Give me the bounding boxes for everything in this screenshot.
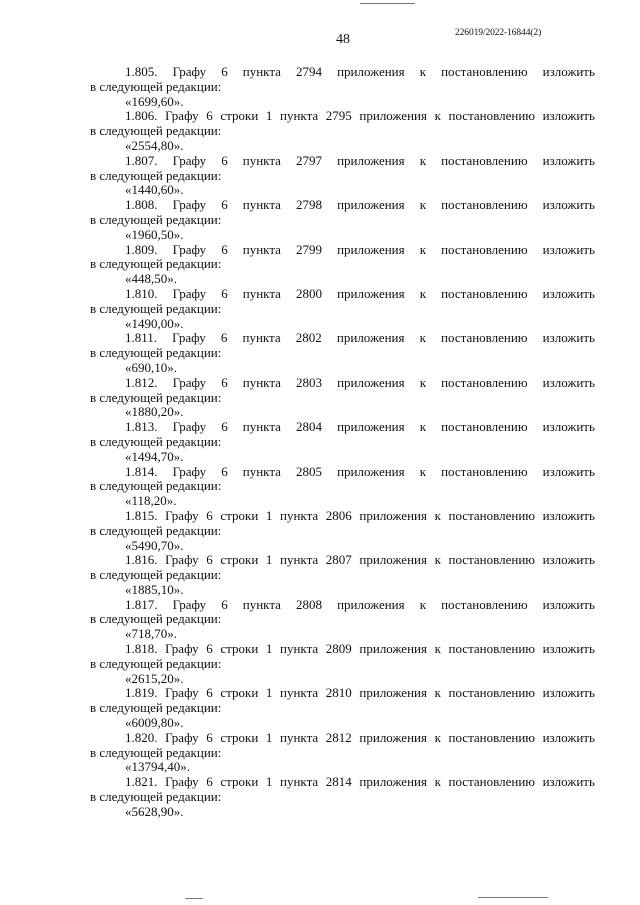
instruction-word: Графу: [165, 729, 199, 745]
instruction-word: Графу: [165, 685, 199, 701]
instruction-word: 2805: [296, 463, 322, 479]
amendment-item: [90, 465, 595, 509]
instruction-word: постановлению: [441, 197, 528, 213]
amendment-item: [90, 376, 595, 420]
instruction-word: пункта: [280, 641, 319, 657]
scan-artifact-bottom-right: [478, 897, 548, 898]
amendment-continuation: в следующей редакции:: [90, 744, 222, 760]
amendment-continuation: в следующей редакции:: [90, 700, 222, 716]
amendment-instruction: [90, 731, 595, 746]
instruction-word: 2807: [325, 552, 352, 568]
scan-artifact-bottom-left: [185, 898, 203, 899]
amendment-item: [90, 331, 595, 375]
instruction-word: 1.809.: [125, 241, 158, 257]
amendment-instruction: [90, 465, 595, 480]
instruction-word: 1.819.: [125, 685, 158, 701]
instruction-word: изложить: [542, 241, 595, 257]
instruction-word: приложения: [359, 685, 427, 701]
instruction-word: приложения: [337, 64, 405, 79]
amendment-new-value: «1885,10».: [125, 581, 184, 597]
amendment-item: [90, 598, 595, 642]
instruction-word: постановлению: [448, 774, 535, 790]
instruction-word: постановлению: [441, 152, 528, 168]
instruction-word: постановлению: [448, 108, 535, 124]
instruction-word: 1.811.: [125, 330, 158, 346]
amendment-item: [90, 509, 595, 553]
instruction-word: к: [434, 552, 441, 568]
instruction-word: пункта: [242, 374, 281, 390]
amendment-item: [90, 642, 595, 686]
amendment-item: [90, 420, 595, 464]
instruction-word: пункта: [242, 152, 281, 168]
amendment-new-value: «5490,70».: [125, 537, 184, 553]
instruction-word: 1.808.: [125, 197, 158, 213]
instruction-word: к: [419, 596, 427, 612]
instruction-word: 1: [265, 552, 273, 568]
instruction-word: 6: [206, 774, 213, 790]
amendment-instruction: [90, 243, 595, 258]
amendment-item: [90, 553, 595, 597]
instruction-word: постановлению: [441, 463, 528, 479]
instruction-word: к: [419, 419, 427, 435]
amendment-new-value: «1960,50».: [125, 226, 184, 242]
instruction-word: Графу: [165, 552, 199, 568]
instruction-word: постановлению: [441, 241, 528, 257]
instruction-word: 6: [206, 685, 213, 701]
amendment-instruction: [90, 198, 595, 213]
amendment-new-value: «1490,00».: [125, 315, 184, 331]
instruction-word: пункта: [242, 285, 281, 301]
amendment-continuation: в следующей редакции:: [90, 478, 222, 494]
amendment-item: [90, 154, 595, 198]
instruction-word: 1.805.: [125, 64, 158, 79]
instruction-word: изложить: [542, 152, 595, 168]
instruction-word: постановлению: [448, 552, 535, 568]
instruction-word: приложения: [337, 596, 405, 612]
instruction-word: к: [434, 685, 441, 701]
instruction-word: изложить: [542, 774, 595, 790]
instruction-word: постановлению: [448, 507, 535, 523]
amendment-instruction: [90, 598, 595, 613]
instruction-word: 6: [221, 596, 228, 612]
instruction-word: строки: [220, 685, 259, 701]
instruction-word: 1: [265, 774, 273, 790]
instruction-word: 2794: [296, 64, 322, 79]
instruction-word: 6: [221, 463, 228, 479]
instruction-word: 2809: [325, 641, 352, 657]
amendment-new-value: «718,70».: [125, 626, 177, 642]
amendment-instruction: [90, 287, 595, 302]
instruction-word: 2808: [296, 596, 322, 612]
amendment-item: [90, 287, 595, 331]
amendment-new-value: «2615,20».: [125, 670, 184, 686]
amendment-instruction: [90, 509, 595, 524]
instruction-word: 2804: [296, 419, 322, 435]
instruction-word: 2806: [325, 507, 352, 523]
amendment-continuation: в следующей редакции:: [90, 78, 222, 94]
amendment-continuation: в следующей редакции:: [90, 300, 222, 316]
instruction-word: Графу: [165, 507, 199, 523]
instruction-word: строки: [220, 552, 259, 568]
instruction-word: изложить: [542, 552, 595, 568]
amendment-new-value: «1440,60».: [125, 182, 184, 198]
amendment-item: [90, 686, 595, 730]
amendment-continuation: в следующей редакции:: [90, 611, 222, 627]
amendment-instruction: [90, 109, 595, 124]
instruction-word: 6: [206, 641, 213, 657]
instruction-word: Графу: [172, 419, 207, 435]
instruction-word: Графу: [172, 330, 206, 346]
instruction-word: к: [434, 641, 441, 657]
instruction-word: к: [419, 152, 427, 168]
amendment-new-value: «2554,80».: [125, 137, 184, 153]
instruction-word: Графу: [172, 197, 207, 213]
amendment-continuation: в следующей редакции:: [90, 167, 222, 183]
amendment-instruction: [90, 775, 595, 790]
instruction-word: Графу: [165, 641, 199, 657]
amendment-new-value: «1494,70».: [125, 448, 184, 464]
amendment-new-value: «1699,60».: [125, 93, 184, 109]
instruction-word: постановлению: [441, 374, 528, 390]
instruction-word: 1: [265, 507, 273, 523]
instruction-word: постановлению: [441, 330, 528, 346]
instruction-word: 1.813.: [125, 419, 158, 435]
instruction-word: 1.814.: [125, 463, 158, 479]
instruction-word: пункта: [242, 197, 281, 213]
instruction-word: 6: [206, 552, 213, 568]
instruction-word: к: [419, 463, 427, 479]
instruction-word: 6: [206, 507, 213, 523]
amendment-instruction: [90, 65, 595, 80]
amendment-new-value: «118,20».: [125, 493, 177, 509]
amendment-continuation: в следующей редакции:: [90, 211, 222, 227]
instruction-word: пункта: [242, 596, 281, 612]
instruction-word: строки: [220, 641, 259, 657]
instruction-word: 2812: [325, 729, 352, 745]
instruction-word: приложения: [337, 419, 405, 435]
instruction-word: приложения: [337, 285, 405, 301]
instruction-word: изложить: [542, 729, 595, 745]
instruction-word: 2802: [295, 330, 322, 346]
instruction-word: пункта: [242, 241, 281, 257]
instruction-word: 1.812.: [125, 374, 158, 390]
amendment-new-value: «13794,40».: [125, 759, 190, 775]
instruction-word: изложить: [542, 64, 595, 79]
instruction-word: изложить: [542, 507, 595, 523]
instruction-word: к: [434, 108, 441, 124]
instruction-word: Графу: [172, 152, 207, 168]
instruction-word: 1.817.: [125, 596, 158, 612]
instruction-word: приложения: [336, 330, 405, 346]
instruction-word: постановлению: [448, 641, 535, 657]
instruction-word: Графу: [172, 463, 207, 479]
amendment-instruction: [90, 686, 595, 701]
instruction-word: пункта: [242, 330, 281, 346]
instruction-word: 2810: [325, 685, 352, 701]
instruction-word: к: [419, 64, 427, 79]
instruction-word: изложить: [542, 330, 595, 346]
instruction-word: 6: [221, 152, 228, 168]
instruction-word: 6: [221, 64, 228, 79]
instruction-word: изложить: [542, 108, 595, 124]
instruction-word: 6: [221, 419, 228, 435]
instruction-word: 2803: [296, 374, 322, 390]
instruction-word: постановлению: [448, 729, 535, 745]
instruction-word: изложить: [542, 641, 595, 657]
instruction-word: пункта: [280, 729, 319, 745]
instruction-word: 6: [206, 729, 213, 745]
amendment-item: [90, 775, 595, 819]
instruction-word: 1.806.: [125, 108, 158, 124]
instruction-word: строки: [220, 108, 259, 124]
instruction-word: 2799: [296, 241, 322, 257]
instruction-word: Графу: [172, 596, 207, 612]
amendment-item: [90, 198, 595, 242]
instruction-word: 1: [265, 685, 273, 701]
amendment-new-value: «448,50».: [125, 271, 177, 287]
instruction-word: приложения: [337, 197, 405, 213]
instruction-word: 1.816.: [125, 552, 158, 568]
instruction-word: постановлению: [448, 685, 535, 701]
amendment-item: [90, 243, 595, 287]
instruction-word: Графу: [172, 374, 207, 390]
instruction-word: пункта: [242, 463, 281, 479]
amendment-item: [90, 65, 595, 109]
instruction-word: приложения: [337, 241, 405, 257]
amendment-new-value: «690,10».: [125, 359, 177, 375]
instruction-word: постановлению: [441, 285, 528, 301]
instruction-word: приложения: [337, 374, 405, 390]
instruction-word: изложить: [542, 596, 595, 612]
instruction-word: изложить: [542, 419, 595, 435]
instruction-word: приложения: [359, 552, 427, 568]
instruction-word: приложения: [359, 108, 427, 124]
instruction-word: 6: [221, 241, 228, 257]
instruction-word: 1: [265, 108, 273, 124]
amendment-item: [90, 731, 595, 775]
instruction-word: постановлению: [441, 596, 528, 612]
instruction-word: 2795: [325, 108, 352, 124]
instruction-word: Графу: [165, 774, 199, 790]
instruction-word: к: [419, 197, 427, 213]
amendment-continuation: в следующей редакции:: [90, 433, 222, 449]
instruction-word: приложения: [337, 463, 405, 479]
instruction-word: приложения: [359, 641, 427, 657]
instruction-word: 1.810.: [125, 285, 158, 301]
instruction-word: 6: [221, 285, 228, 301]
instruction-word: 6: [221, 197, 228, 213]
instruction-word: 2797: [296, 152, 322, 168]
amendment-list: [90, 65, 595, 820]
amendment-instruction: [90, 420, 595, 435]
amendment-instruction: [90, 154, 595, 169]
instruction-word: изложить: [542, 285, 595, 301]
instruction-word: 6: [221, 374, 228, 390]
instruction-word: пункта: [242, 64, 281, 79]
instruction-word: строки: [220, 729, 259, 745]
instruction-word: к: [419, 285, 427, 301]
instruction-word: пункта: [280, 507, 319, 523]
instruction-word: 1: [265, 729, 273, 745]
instruction-word: Графу: [172, 285, 207, 301]
instruction-word: приложения: [337, 152, 405, 168]
amendment-new-value: «5628,90».: [125, 803, 184, 819]
instruction-word: Графу: [165, 108, 199, 124]
amendment-continuation: в следующей редакции:: [90, 389, 222, 405]
instruction-word: пункта: [280, 685, 319, 701]
amendment-continuation: в следующей редакции:: [90, 522, 222, 538]
page-number: 48: [336, 32, 350, 47]
amendment-new-value: «1880,20».: [125, 404, 184, 420]
instruction-word: постановлению: [441, 64, 528, 79]
instruction-word: пункта: [280, 552, 319, 568]
instruction-word: к: [434, 507, 441, 523]
amendment-continuation: в следующей редакции:: [90, 256, 222, 272]
instruction-word: к: [419, 330, 426, 346]
instruction-word: приложения: [359, 729, 427, 745]
instruction-word: 6: [220, 330, 228, 346]
instruction-word: 1.818.: [125, 641, 158, 657]
instruction-word: изложить: [542, 463, 595, 479]
instruction-word: пункта: [280, 108, 319, 124]
instruction-word: пункта: [280, 774, 319, 790]
instruction-word: к: [419, 374, 427, 390]
instruction-word: постановлению: [441, 419, 528, 435]
instruction-word: 1: [265, 641, 273, 657]
amendment-continuation: в следующей редакции:: [90, 345, 222, 361]
instruction-word: строки: [220, 507, 259, 523]
instruction-word: к: [434, 774, 441, 790]
instruction-word: строки: [220, 774, 259, 790]
scan-artifact-top: [360, 3, 415, 4]
instruction-word: 6: [206, 108, 213, 124]
instruction-word: 2814: [325, 774, 352, 790]
amendment-instruction: [90, 376, 595, 391]
document-registration-code: 226019/2022-16844(2): [455, 28, 542, 38]
amendment-instruction: [90, 553, 595, 568]
instruction-word: изложить: [542, 197, 595, 213]
instruction-word: Графу: [172, 64, 207, 79]
instruction-word: изложить: [542, 685, 595, 701]
instruction-word: 2798: [296, 197, 322, 213]
instruction-word: к: [419, 241, 427, 257]
instruction-word: 1.807.: [125, 152, 158, 168]
amendment-item: [90, 109, 595, 153]
instruction-word: 1.820.: [125, 729, 158, 745]
instruction-word: 2800: [296, 285, 322, 301]
instruction-word: приложения: [359, 774, 427, 790]
instruction-word: Графу: [172, 241, 207, 257]
amendment-instruction: [90, 642, 595, 657]
amendment-continuation: в следующей редакции:: [90, 567, 222, 583]
instruction-word: приложения: [359, 507, 427, 523]
instruction-word: к: [434, 729, 441, 745]
amendment-continuation: в следующей редакции:: [90, 655, 222, 671]
instruction-word: изложить: [542, 374, 595, 390]
instruction-word: 1.815.: [125, 507, 158, 523]
instruction-word: 1.821.: [125, 774, 158, 790]
amendment-new-value: «6009,80».: [125, 715, 184, 731]
instruction-word: пункта: [242, 419, 281, 435]
amendment-instruction: [90, 331, 595, 346]
amendment-continuation: в следующей редакции:: [90, 123, 222, 139]
amendment-continuation: в следующей редакции:: [90, 789, 222, 805]
